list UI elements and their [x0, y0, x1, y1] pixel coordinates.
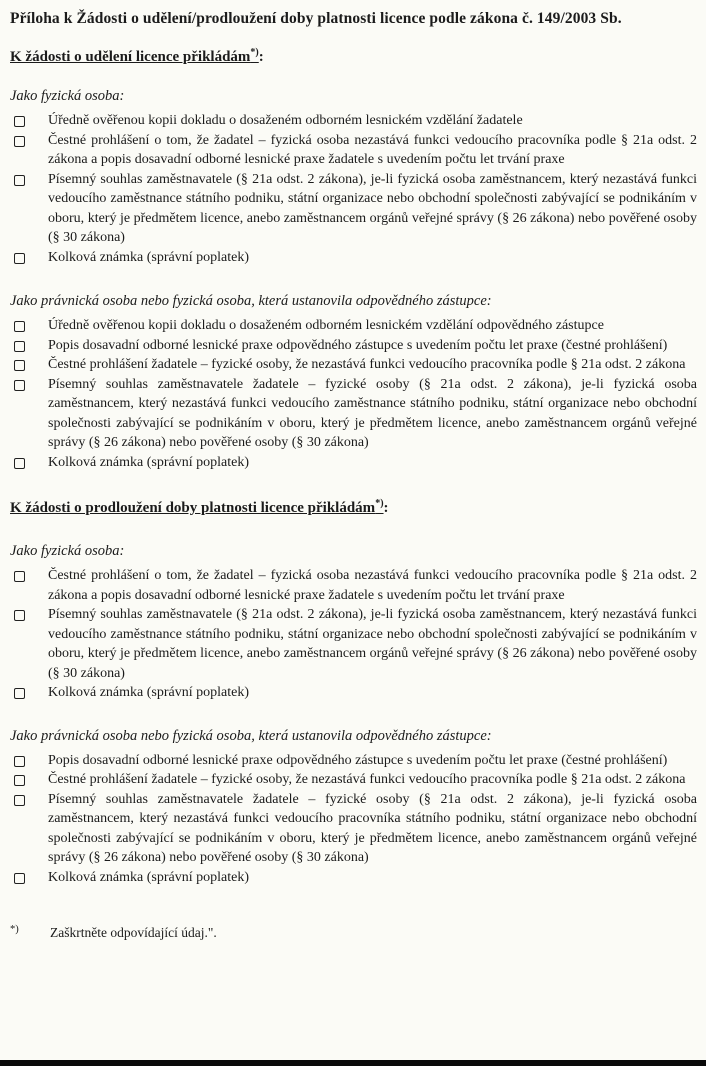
checkbox-icon: [10, 316, 48, 332]
checklist-item: [10, 131, 698, 170]
subheading-natural-person: Jako fyzická osoba:: [10, 88, 125, 104]
checkbox-icon: [10, 751, 48, 767]
checklist-item-text: Úředně ověřenou kopii dokladu o dosaženém odborném lesnickém vzdělání odpovědného zástupce: [48, 318, 604, 333]
checklist-item-text: Čestné prohlášení žadatele – fyzické osoby, že nezastává funkci vedoucího pracovníka podle § 21a odst. 2 zákona: [48, 357, 686, 372]
checklist-item: [10, 355, 698, 375]
checklist-item-text: Kolková známka (správní poplatek): [48, 685, 249, 700]
bottom-black-bar: [0, 1060, 706, 1066]
checklist-item-text: Čestné prohlášení žadatele – fyzické osoby, že nezastává funkci vedoucího pracovníka podle § 21a odst. 2 zákona: [48, 772, 686, 787]
checkbox-icon: [10, 248, 48, 264]
checkbox-icon: [10, 683, 48, 699]
subheading-legal-person: Jako právnická osoba nebo fyzická osoba, která ustanovila odpovědného zástupce:: [10, 293, 492, 309]
page-title: Příloha k Žádosti o udělení/prodloužení doby platnosti licence podle zákona č. 149/2003 Sb.: [10, 10, 622, 27]
checkbox-icon: [10, 566, 48, 582]
checklist-item: [10, 868, 698, 888]
checklist-item-text: Kolková známka (správní poplatek): [48, 454, 249, 470]
checklist-item: [10, 751, 698, 771]
checkbox-icon: [10, 170, 48, 186]
heading-text: K žádosti o prodloužení doby platnosti licence přikládám: [10, 500, 376, 516]
checklist-item: [10, 316, 698, 336]
footnote-reference: *): [250, 47, 259, 58]
checklist-item-text: Písemný souhlas zaměstnavatele žadatele – fyzické osoby (§ 21a odst. 2 zákona), je-li fyzická osoba zaměstnancem, který nezastává funkci vedoucího zaměstnance státního podniku, státní organizace nebo obchodní společnosti zabývající se podnikáním v oboru, který je předmětem licence, anebo zaměstnancem orgánů veřejné správy (§ 26 zákona) nebo pověřené osoby (§ 30 zákona): [48, 376, 697, 450]
section-extend-license: [10, 499, 698, 887]
checkbox-icon: [10, 605, 48, 621]
checklist-item-text: Popis dosavadní odborné lesnické praxe odpovědného zástupce s uvedením počtu let praxe (čestné prohlášení): [48, 752, 668, 768]
checklist-item: [10, 566, 698, 605]
checklist-item: [10, 111, 698, 131]
checklist-item: [10, 248, 698, 268]
footnote-text: Zaškrtněte odpovídající údaj.".: [50, 925, 217, 940]
checkbox-icon: [10, 868, 48, 884]
checklist-item: [10, 790, 698, 868]
checkbox-icon: [10, 355, 48, 371]
checklist-item: [10, 336, 698, 356]
footnote: [10, 925, 698, 941]
checkbox-icon: [10, 131, 48, 147]
checklist-item: [10, 375, 698, 453]
checkbox-icon: [10, 770, 48, 786]
checkbox-icon: [10, 111, 48, 127]
checklist-item-text: Písemný souhlas zaměstnavatele (§ 21a odst. 2 zákona), je-li fyzická osoba zaměstnancem, který nezastává funkci vedoucího zaměstnance státního podniku, státní organizace nebo obchodní společnosti zabývající se podnikáním v oboru, který je předmětem licence, anebo zaměstnancem orgánů veřejné správy (§ 26 zákona) nebo pověřené osoby (§ 30 zákona): [48, 607, 697, 681]
heading-colon: :: [383, 500, 389, 516]
footnote-reference: *): [375, 498, 384, 509]
subheading-legal-person: Jako právnická osoba nebo fyzická osoba, která ustanovila odpovědného zástupce:: [10, 727, 492, 744]
checklist-grant-legal-person: [10, 316, 698, 472]
checklist-item-text: Popis dosavadní odborné lesnické praxe odpovědného zástupce s uvedením počtu let praxe (čestné prohlášení): [48, 337, 668, 353]
checklist-item-text: Kolková známka (správní poplatek): [48, 869, 249, 885]
checkbox-icon: [10, 375, 48, 391]
checklist-item-text: Písemný souhlas zaměstnavatele (§ 21a odst. 2 zákona), je-li fyzická osoba zaměstnancem, který nezastává funkci vedoucího zaměstnance státního podniku, státní organizace nebo obchodní společnosti zabývající se podnikáním v oboru, který je předmětem licence, anebo zaměstnancem orgánů veřejné správy (§ 26 zákona) nebo pověřené osoby (§ 30 zákona): [48, 171, 697, 245]
checklist-item: [10, 683, 698, 703]
checklist-item: [10, 605, 698, 683]
checklist-item-text: Čestné prohlášení o tom, že žadatel – fyzická osoba nezastává funkci vedoucího pracovníka podle § 21a odst. 2 zákona a popis dosavadní odborné lesnické praxe žadatele s uvedením počtu let trvání praxe: [48, 568, 697, 603]
checklist-extend-legal-person: [10, 751, 698, 888]
checklist-item: [10, 170, 698, 248]
section-heading-extend: [10, 499, 698, 518]
footnote-marker: *): [10, 924, 19, 935]
checkbox-icon: [10, 336, 48, 352]
checklist-item-text: Kolková známka (správní poplatek): [48, 249, 249, 265]
heading-text: K žádosti o udělení licence přikládám: [10, 49, 251, 65]
checklist-item-text: Čestné prohlášení o tom, že žadatel – fyzická osoba nezastává funkci vedoucího pracovníka podle § 21a odst. 2 zákona a popis dosavadní odborné lesnické praxe žadatele s uvedením počtu let trvání praxe: [48, 132, 697, 167]
checklist-grant-natural-person: [10, 111, 698, 267]
section-heading-grant: [10, 48, 698, 67]
heading-colon: :: [258, 49, 264, 65]
checklist-item-text: Písemný souhlas zaměstnavatele žadatele – fyzické osoby (§ 21a odst. 2 zákona), je-li fyzická osoba zaměstnancem, který nezastává funkci vedoucího pracovníka státního podniku, státní organizace nebo obchodní společnosti zabývající se podnikáním v oboru, který je předmětem licence, anebo zaměstnancem orgánů veřejné správy (§ 26 zákona) nebo pověřené osoby (§ 30 zákona): [48, 791, 697, 865]
subheading-natural-person: Jako fyzická osoba:: [10, 543, 125, 559]
checkbox-icon: [10, 790, 48, 806]
checklist-item: [10, 453, 698, 473]
checklist-extend-natural-person: [10, 566, 698, 703]
checkbox-icon: [10, 453, 48, 469]
checklist-item-text: Úředně ověřenou kopii dokladu o dosaženém odborném lesnickém vzdělání žadatele: [48, 113, 523, 128]
checklist-item: [10, 770, 698, 790]
section-grant-license: [10, 48, 698, 472]
